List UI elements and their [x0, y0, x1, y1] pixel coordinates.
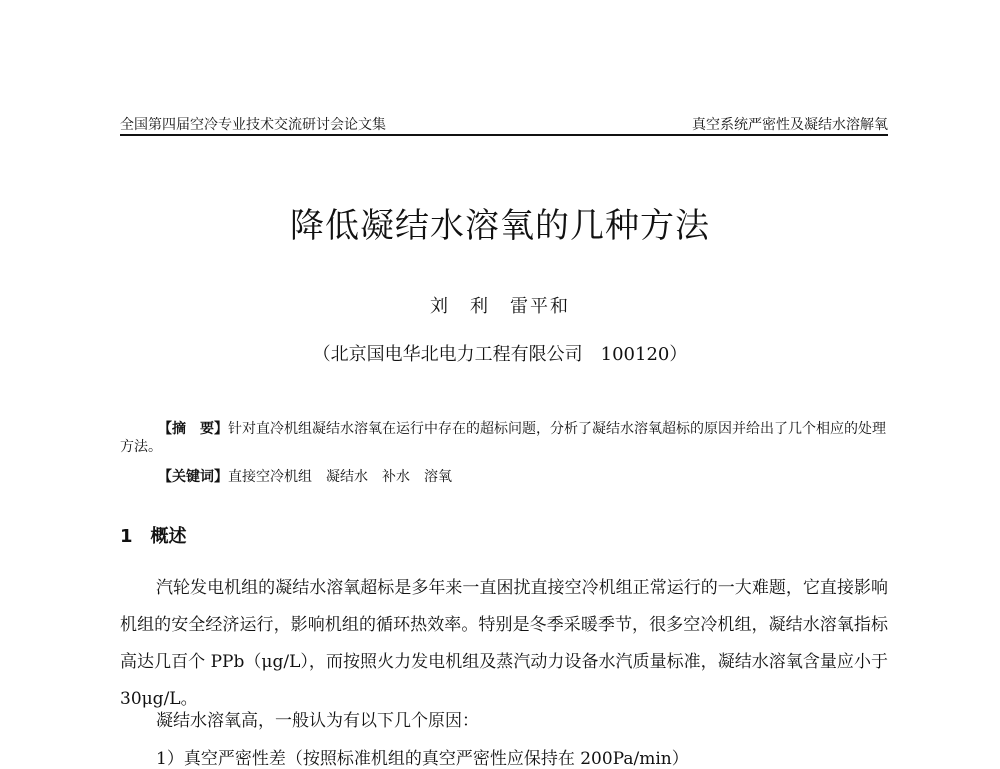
body-paragraph-1: 汽轮发电机组的凝结水溶氧超标是多年来一直困扰直接空冷机组正常运行的一大难题，它直接影响机组的安全经济运行，影响机组的循环热效率。特别是冬季采暖季节，很多空冷机组，凝结水溶氧指标高达几百个 PPb（μg/L），而按照火力发电机组及蒸汽动力设备水汽质量标准，凝结水溶氧含量应小于 30μg/L。: [120, 578, 888, 709]
keywords: [158, 466, 452, 486]
running-header: [120, 112, 888, 136]
abstract-text: 针对直冷机组凝结水溶氧在运行中存在的超标问题，分析了凝结水溶氧超标的原因并给出了几个相应的处理方法。: [120, 421, 886, 455]
paper-title: 降低凝结水溶氧的几种方法: [290, 206, 710, 246]
section-title: 概述: [150, 526, 187, 547]
header-section-title: 真空系统严密性及凝结水溶解氧: [692, 117, 888, 133]
section-heading: [120, 522, 187, 548]
header-proceedings-title: 全国第四届空冷专业技术交流研讨会论文集: [120, 117, 386, 133]
abstract-tag: 【摘 要】: [158, 421, 228, 437]
abstract: [120, 420, 888, 456]
authors: 刘 利 雷平和: [430, 296, 570, 317]
affiliation: （北京国电华北电力工程有限公司 100120）: [312, 344, 688, 365]
keywords-tag: 【关键词】: [158, 469, 228, 485]
section-number: 1: [120, 526, 133, 547]
list-item-1: 1）真空严密性差（按照标准机组的真空严密性应保持在 200Pa/min）: [156, 749, 689, 769]
keywords-text: 直接空冷机组 凝结水 补水 溶氧: [228, 469, 452, 485]
body-paragraph-2: 凝结水溶氧高，一般认为有以下几个原因：: [156, 711, 479, 731]
